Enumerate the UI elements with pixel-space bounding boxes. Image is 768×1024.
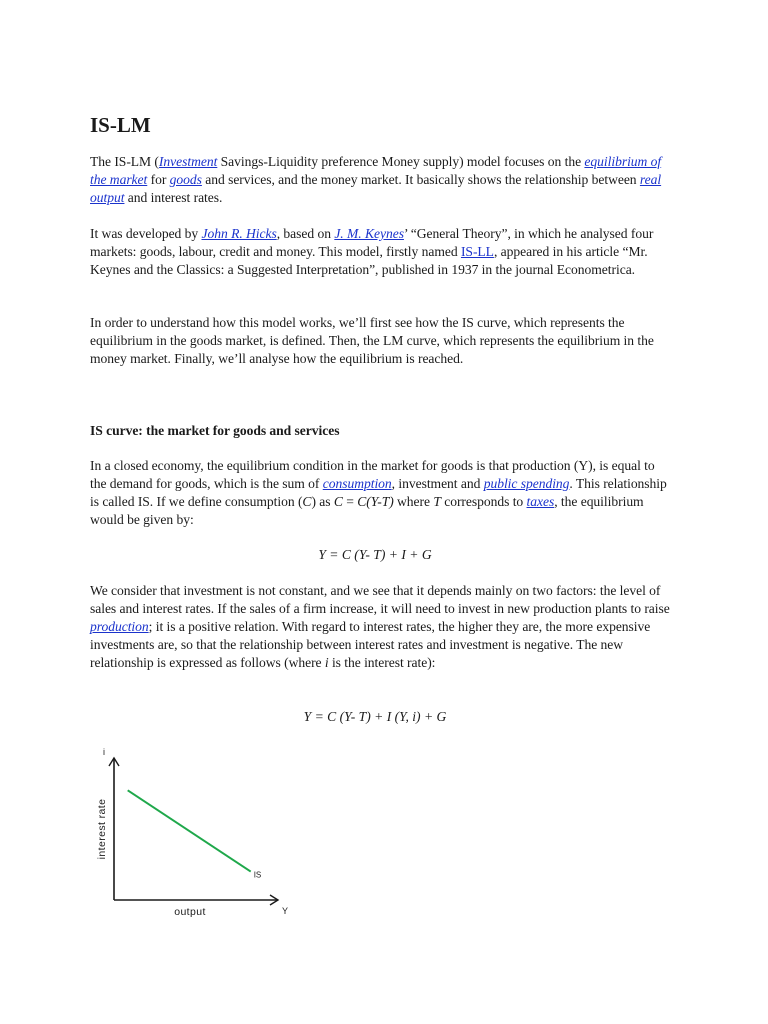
text: It was developed by <box>90 226 202 241</box>
is-definition-paragraph <box>90 457 670 529</box>
text: ’ “General Theory”, in which he analysed four markets: goods, labour, credit and money. This model, firstly named <box>90 226 654 259</box>
link-investment[interactable]: Investment <box>158 154 218 169</box>
link-equilibrium-of-the-market[interactable]: equilibrium of the market <box>90 154 662 187</box>
y-axis-letter: i <box>103 747 105 757</box>
math-var: C <box>333 494 343 509</box>
link-john-r-hicks[interactable]: John R. Hicks <box>201 226 277 241</box>
link-is-ll[interactable]: IS-LL <box>460 244 494 259</box>
text: The IS-LM ( <box>90 154 159 169</box>
text: . This relationship is called IS. If we define consumption ( <box>90 476 667 509</box>
equation-is-basic: Y = C (Y- T) + I + G <box>318 547 432 562</box>
link-production[interactable]: production <box>90 619 149 634</box>
text: , appeared in his article “Mr. Keynes and the Classics: a Suggested Interpretation”, published in 1937 in the journal Econometrica. <box>90 244 648 277</box>
link-j-m-keynes[interactable]: J. M. Keynes <box>334 226 404 241</box>
text: , the equilibrium would be given by: <box>90 494 644 527</box>
history-paragraph <box>90 225 670 279</box>
link-goods[interactable]: goods <box>169 172 202 187</box>
overview-paragraph: In order to understand how this model works, we’ll first see how the IS curve, which represents the equilibrium in the goods market, is defined. Then, the LM curve, which represents the equilibrium in the money market. Finally, we’ll analyse how the equilibrium is reached. <box>90 315 654 366</box>
intro-paragraph <box>90 153 670 207</box>
investment-paragraph <box>90 582 670 672</box>
link-consumption[interactable]: consumption <box>322 476 392 491</box>
math-var: C <box>302 494 312 509</box>
text: In a closed economy, the equilibrium condition in the market for goods is that production (Y), is equal to the demand for goods, which is the sum of <box>90 458 655 491</box>
text: We consider that investment is not constant, and we see that it depends mainly on two factors: the level of sales and interest rates. If the sales of a firm increase, it will need to invest in new production plants to raise <box>90 583 670 616</box>
section-heading: IS curve: the market for goods and services <box>90 423 340 438</box>
text: corresponds to <box>440 494 527 509</box>
x-axis-letter: Y <box>282 906 289 916</box>
text: for <box>147 172 170 187</box>
text: and interest rates. <box>124 190 223 205</box>
text: , investment and <box>391 476 484 491</box>
text: , based on <box>276 226 335 241</box>
series-layer <box>128 790 262 879</box>
text: Savings-Liquidity preference Money supply) model focuses on the <box>217 154 585 169</box>
page-title: IS-LM <box>90 113 151 137</box>
link-public-spending[interactable]: public spending <box>483 476 570 491</box>
text: = <box>342 494 358 509</box>
text: where <box>393 494 434 509</box>
text: is the interest rate): <box>328 655 436 670</box>
is-curve-chart <box>80 740 310 925</box>
link-real-output[interactable]: real output <box>90 172 662 205</box>
text: ) as <box>311 494 334 509</box>
math-var: i <box>324 655 329 670</box>
equation-is-extended: Y = C (Y- T) + I (Y, i) + G <box>303 709 447 724</box>
series-line-is <box>128 790 251 871</box>
text: ; it is a positive relation. With regard to interest rates, the higher they are, the more expensive investments are, so that the relationship between interest rates and investment is negative. The new relationship is expressed as follows (where <box>90 619 651 670</box>
text: and services, and the money market. It basically shows the relationship between <box>201 172 640 187</box>
x-axis-label: output <box>174 906 206 918</box>
series-label-is: IS <box>253 870 262 880</box>
math-var: T <box>433 494 441 509</box>
y-axis-label: interest rate <box>96 798 108 860</box>
math-var: C(Y-T) <box>357 494 394 509</box>
link-taxes[interactable]: taxes <box>526 494 555 509</box>
